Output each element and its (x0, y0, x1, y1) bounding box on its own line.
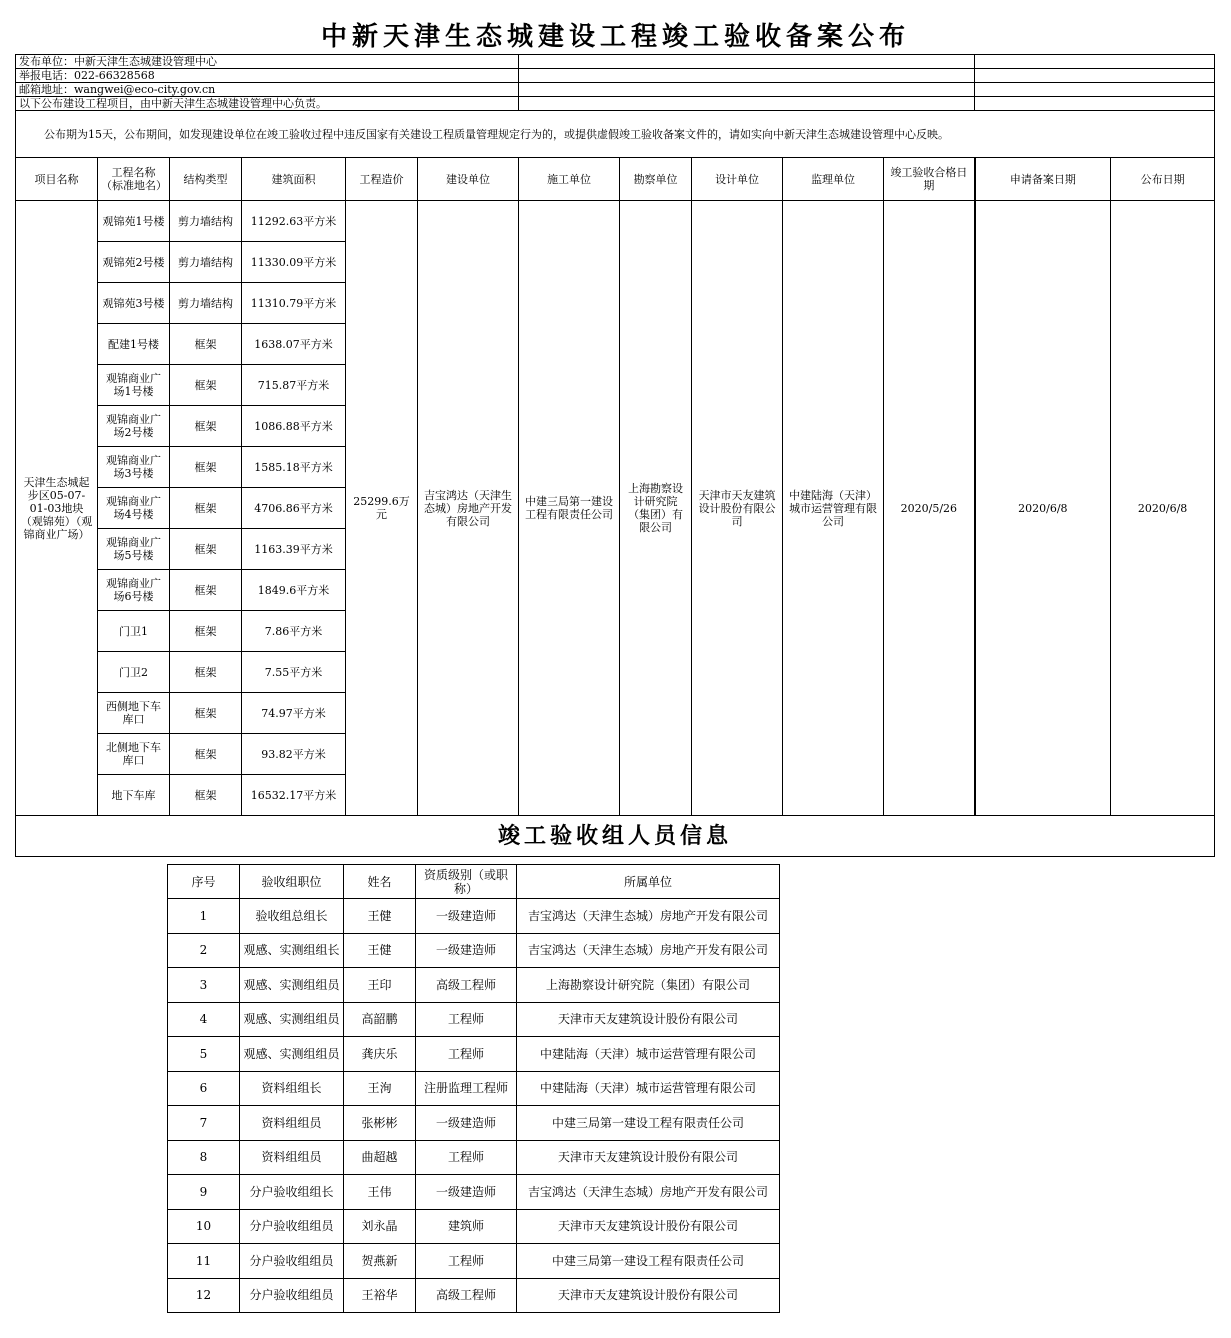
staff-no: 12 (168, 1278, 240, 1313)
header-cost: 工程造价 (346, 158, 418, 201)
staff-table (167, 864, 780, 1313)
structure-type: 框架 (170, 406, 242, 447)
staff-row (168, 1071, 780, 1106)
staff-row (168, 968, 780, 1003)
staff-row (168, 899, 780, 934)
staff-qual: 一级建造师 (416, 899, 517, 934)
staff-role: 分户验收组组员 (240, 1278, 344, 1313)
building-area: 74.97平方米 (242, 693, 346, 734)
structure-type: 框架 (170, 570, 242, 611)
staff-role: 观感、实测组组员 (240, 968, 344, 1003)
structure-type: 框架 (170, 447, 242, 488)
staff-name: 王健 (344, 899, 416, 934)
staff-name: 龚庆乐 (344, 1037, 416, 1072)
staff-no: 5 (168, 1037, 240, 1072)
staff-org: 中建三局第一建设工程有限责任公司 (517, 1106, 780, 1141)
building-area: 93.82平方米 (242, 734, 346, 775)
design-unit: 天津市天友建筑设计股份有限公司 (692, 201, 783, 816)
staff-no: 3 (168, 968, 240, 1003)
phone-text: 举报电话：022-66328568 (16, 69, 519, 83)
structure-type: 框架 (170, 529, 242, 570)
apply-date: 2020/6/8 (975, 201, 1111, 816)
staff-section-title: 竣工验收组人员信息 (16, 816, 1215, 857)
staff-no: 8 (168, 1140, 240, 1175)
staff-name: 王印 (344, 968, 416, 1003)
staff-name: 王洵 (344, 1071, 416, 1106)
building-name: 观锦商业广场2号楼 (98, 406, 170, 447)
building-name: 观锦苑2号楼 (98, 242, 170, 283)
staff-header-org: 所属单位 (517, 865, 780, 899)
building-name: 北侧地下车库口 (98, 734, 170, 775)
building-name: 配建1号楼 (98, 324, 170, 365)
building-area: 1638.07平方米 (242, 324, 346, 365)
staff-org: 吉宝鸿达（天津生态城）房地产开发有限公司 (517, 933, 780, 968)
info-blank (519, 97, 975, 111)
staff-header-row (168, 865, 780, 899)
building-area: 1585.18平方米 (242, 447, 346, 488)
header-row (16, 158, 1215, 201)
staff-org: 上海勘察设计研究院（集团）有限公司 (517, 968, 780, 1003)
staff-row (168, 1106, 780, 1141)
info-blank (519, 55, 975, 69)
building-name: 观锦商业广场1号楼 (98, 365, 170, 406)
info-blank (975, 83, 1215, 97)
building-area: 4706.86平方米 (242, 488, 346, 529)
info-blank (975, 55, 1215, 69)
staff-role: 验收组总组长 (240, 899, 344, 934)
staff-rows (168, 899, 780, 1313)
staff-name: 高韶鹏 (344, 1002, 416, 1037)
staff-qual: 高级工程师 (416, 1278, 517, 1313)
building-area: 11330.09平方米 (242, 242, 346, 283)
building-area: 1086.88平方米 (242, 406, 346, 447)
building-area: 11310.79平方米 (242, 283, 346, 324)
staff-qual: 一级建造师 (416, 1106, 517, 1141)
building-row (16, 201, 1215, 242)
structure-type: 框架 (170, 365, 242, 406)
staff-row (168, 1209, 780, 1244)
building-name: 地下车库 (98, 775, 170, 816)
staff-role: 观感、实测组组员 (240, 1037, 344, 1072)
publisher-text: 发布单位：中新天津生态城建设管理中心 (16, 55, 519, 69)
building-area: 1163.39平方米 (242, 529, 346, 570)
building-name: 观锦商业广场6号楼 (98, 570, 170, 611)
supervision-unit: 中建陆海（天津）城市运营管理有限公司 (783, 201, 884, 816)
header-area: 建筑面积 (242, 158, 346, 201)
page-title: 中新天津生态城建设工程竣工验收备案公布 (320, 22, 910, 52)
building-area: 11292.63平方米 (242, 201, 346, 242)
staff-header-qual: 资质级别（或职称） (416, 865, 517, 899)
notice-row (16, 111, 1215, 158)
building-name: 观锦商业广场4号楼 (98, 488, 170, 529)
staff-row (168, 1175, 780, 1210)
staff-role: 资料组组员 (240, 1140, 344, 1175)
building-area: 715.87平方米 (242, 365, 346, 406)
staff-title-row (16, 816, 1215, 857)
staff-name: 曲超越 (344, 1140, 416, 1175)
staff-header-role: 验收组职位 (240, 865, 344, 899)
header-building: 工程名称（标准地名） (98, 158, 170, 201)
staff-no: 7 (168, 1106, 240, 1141)
staff-qual: 建筑师 (416, 1209, 517, 1244)
publish-date: 2020/6/8 (1111, 201, 1215, 816)
structure-type: 框架 (170, 734, 242, 775)
staff-role: 资料组组长 (240, 1071, 344, 1106)
staff-role: 分户验收组组员 (240, 1209, 344, 1244)
staff-qual: 工程师 (416, 1244, 517, 1279)
header-structure: 结构类型 (170, 158, 242, 201)
staff-org: 中建三局第一建设工程有限责任公司 (517, 1244, 780, 1279)
info-blank (519, 69, 975, 83)
building-name: 门卫1 (98, 611, 170, 652)
staff-role: 观感、实测组组员 (240, 1002, 344, 1037)
header-design: 设计单位 (692, 158, 783, 201)
structure-type: 剪力墙结构 (170, 201, 242, 242)
staff-role: 分户验收组组员 (240, 1244, 344, 1279)
structure-type: 剪力墙结构 (170, 242, 242, 283)
info-row-responsible (16, 97, 1215, 111)
project-cost: 25299.6万元 (346, 201, 418, 816)
staff-header-name: 姓名 (344, 865, 416, 899)
accept-date: 2020/5/26 (884, 201, 975, 816)
staff-no: 1 (168, 899, 240, 934)
staff-name: 贺燕新 (344, 1244, 416, 1279)
responsible-text: 以下公布建设工程项目，由中新天津生态城建设管理中心负责。 (16, 97, 519, 111)
survey-unit: 上海勘察设计研究院（集团）有限公司 (620, 201, 692, 816)
staff-row (168, 1244, 780, 1279)
building-name: 观锦商业广场3号楼 (98, 447, 170, 488)
staff-no: 11 (168, 1244, 240, 1279)
building-area: 7.55平方米 (242, 652, 346, 693)
staff-row (168, 933, 780, 968)
staff-row (168, 1037, 780, 1072)
project-name: 天津生态城起步区05-07-01-03地块（观锦苑）（观锦商业广场） (16, 201, 98, 816)
building-area: 7.86平方米 (242, 611, 346, 652)
header-developer: 建设单位 (418, 158, 519, 201)
staff-qual: 工程师 (416, 1037, 517, 1072)
header-apply-date: 申请备案日期 (975, 158, 1111, 201)
staff-role: 观感、实测组组长 (240, 933, 344, 968)
staff-org: 吉宝鸿达（天津生态城）房地产开发有限公司 (517, 1175, 780, 1210)
staff-org: 天津市天友建筑设计股份有限公司 (517, 1209, 780, 1244)
building-area: 1849.6平方米 (242, 570, 346, 611)
building-rows (16, 201, 1215, 816)
staff-qual: 注册监理工程师 (416, 1071, 517, 1106)
structure-type: 框架 (170, 611, 242, 652)
staff-org: 吉宝鸿达（天津生态城）房地产开发有限公司 (517, 899, 780, 934)
staff-qual: 高级工程师 (416, 968, 517, 1003)
info-blank (519, 83, 975, 97)
staff-role: 分户验收组组长 (240, 1175, 344, 1210)
staff-org: 天津市天友建筑设计股份有限公司 (517, 1278, 780, 1313)
info-row-publisher (16, 55, 1215, 69)
staff-qual: 一级建造师 (416, 1175, 517, 1210)
staff-row (168, 1278, 780, 1313)
info-blank (975, 69, 1215, 83)
structure-type: 框架 (170, 488, 242, 529)
staff-org: 中建陆海（天津）城市运营管理有限公司 (517, 1037, 780, 1072)
staff-role: 资料组组员 (240, 1106, 344, 1141)
building-name: 西侧地下车库口 (98, 693, 170, 734)
notice-text: 公布期为15天，公布期间，如发现建设单位在竣工验收过程中违反国家有关建设工程质量管理规定行为的，或提供虚假竣工验收备案文件的，请如实向中新天津生态城建设管理中心反映。 (16, 111, 1215, 158)
header-project: 项目名称 (16, 158, 98, 201)
header-supervision: 监理单位 (783, 158, 884, 201)
building-name: 观锦苑3号楼 (98, 283, 170, 324)
building-name: 观锦商业广场5号楼 (98, 529, 170, 570)
staff-no: 2 (168, 933, 240, 968)
staff-name: 张彬彬 (344, 1106, 416, 1141)
building-name: 门卫2 (98, 652, 170, 693)
staff-org: 天津市天友建筑设计股份有限公司 (517, 1140, 780, 1175)
staff-name: 刘永晶 (344, 1209, 416, 1244)
header-accept-date: 竣工验收合格日期 (884, 158, 975, 201)
staff-row (168, 1140, 780, 1175)
email-text: 邮箱地址：wangwei@eco-city.gov.cn (16, 83, 519, 97)
staff-row (168, 1002, 780, 1037)
info-row-email (16, 83, 1215, 97)
developer: 吉宝鸿达（天津生态城）房地产开发有限公司 (418, 201, 519, 816)
staff-no: 4 (168, 1002, 240, 1037)
staff-org: 天津市天友建筑设计股份有限公司 (517, 1002, 780, 1037)
staff-no: 10 (168, 1209, 240, 1244)
staff-qual: 工程师 (416, 1140, 517, 1175)
project-table (15, 54, 1215, 857)
staff-qual: 一级建造师 (416, 933, 517, 968)
structure-type: 框架 (170, 652, 242, 693)
staff-name: 王裕华 (344, 1278, 416, 1313)
staff-name: 王健 (344, 933, 416, 968)
staff-header-no: 序号 (168, 865, 240, 899)
structure-type: 框架 (170, 775, 242, 816)
staff-name: 王伟 (344, 1175, 416, 1210)
header-survey: 勘察单位 (620, 158, 692, 201)
staff-qual: 工程师 (416, 1002, 517, 1037)
info-row-phone (16, 69, 1215, 83)
contractor: 中建三局第一建设工程有限责任公司 (519, 201, 620, 816)
staff-no: 6 (168, 1071, 240, 1106)
building-name: 观锦苑1号楼 (98, 201, 170, 242)
staff-no: 9 (168, 1175, 240, 1210)
building-area: 16532.17平方米 (242, 775, 346, 816)
header-contractor: 施工单位 (519, 158, 620, 201)
info-blank (975, 97, 1215, 111)
structure-type: 剪力墙结构 (170, 283, 242, 324)
staff-org: 中建陆海（天津）城市运营管理有限公司 (517, 1071, 780, 1106)
structure-type: 框架 (170, 693, 242, 734)
structure-type: 框架 (170, 324, 242, 365)
header-publish-date: 公布日期 (1111, 158, 1215, 201)
